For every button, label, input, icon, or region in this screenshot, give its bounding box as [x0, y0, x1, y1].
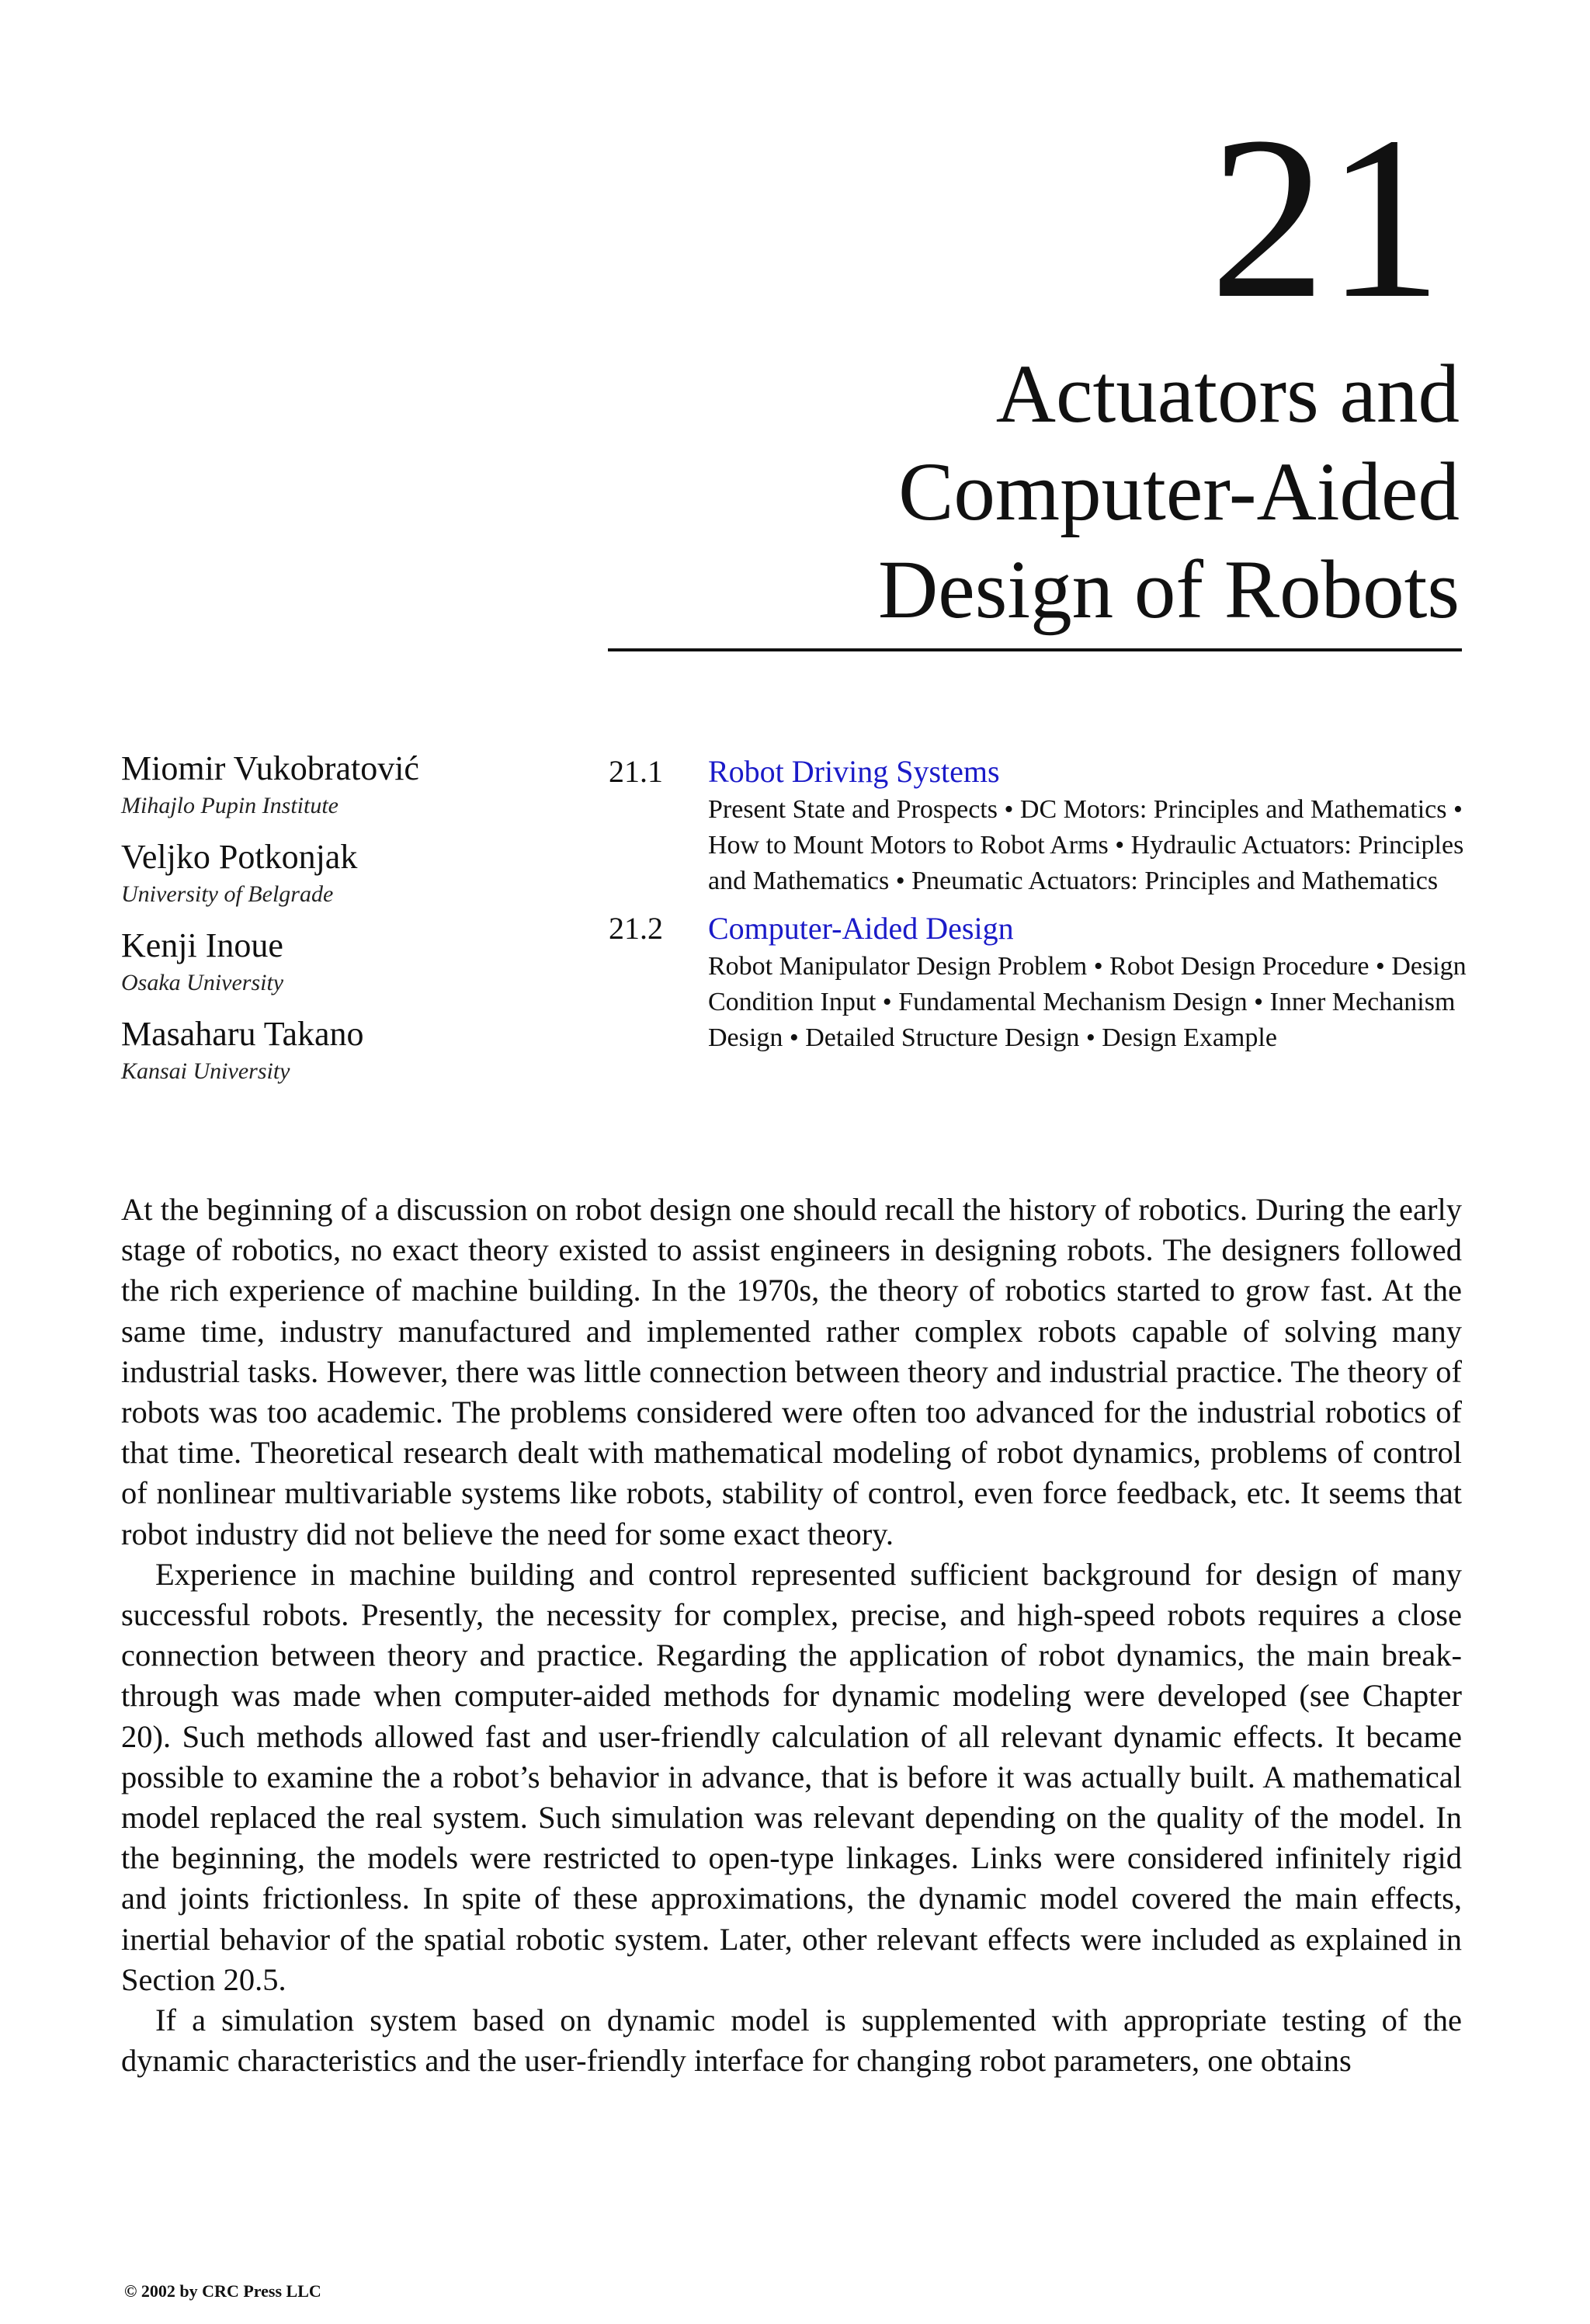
- author: [121, 924, 587, 999]
- toc-section-number: 21.1: [609, 754, 663, 789]
- copyright-footer: © 2002 by CRC Press LLC: [124, 2281, 321, 2301]
- chapter-contents: [609, 752, 1470, 1065]
- toc-entry: [609, 908, 1470, 1056]
- author-affiliation: Mihajlo Pupin Institute: [121, 793, 338, 818]
- chapter-title-line: Design of Robots: [878, 544, 1460, 636]
- author-list: [121, 747, 587, 1101]
- author-affiliation: Kansai University: [121, 1058, 290, 1084]
- chapter-title-line: Actuators and: [995, 349, 1460, 440]
- author-name: Miomir Vukobratović: [121, 749, 419, 787]
- body-paragraph: At the beginning of a discussion on robot design one should recall the history of robotics. During the early stage of robotics, no exact theory existed to assist engineers in designing robots. The designers followed the rich experience of machine building. In the 1970s, the theory of robotics started to grow fast. At the same time, industry manufactured and implemented rather complex robots capable of solving many industrial tasks. However, there was little connection between theory and industrial practice. The theory of robots was too academic. The problems considered were often too advanced for the industrial robotics of that time. Theoretical research dealt with mathematical modeling of robot dynamics, problems of control of nonlinear multivariable systems like robots, stability of control, even force feedback, etc. It seems that robot industry did not believe the need for some exact theory.: [121, 1192, 1462, 1551]
- title-rule: [608, 648, 1462, 651]
- chapter-title: [878, 346, 1460, 639]
- toc-subtopics: Robot Manipulator Design Problem • Robot Design Procedure • Design Condition Input • Fundamental Mechanism Design • Inner Mechanism Design • Detailed Structure Design • Design Example: [708, 952, 1467, 1052]
- author-affiliation: Osaka University: [121, 970, 284, 995]
- chapter-number: 21: [1210, 89, 1442, 346]
- chapter-title-line: Computer-Aided: [898, 446, 1460, 538]
- author-name: Veljko Potkonjak: [121, 838, 358, 876]
- body-paragraph: If a simulation system based on dynamic model is supplemented with appropriate testing of the dynamic characteristics and the user-friendly interface for changing robot parameters, one obtains: [121, 2003, 1462, 2079]
- toc-section-link[interactable]: Robot Driving Systems: [708, 754, 1000, 789]
- toc-entry: [609, 752, 1470, 899]
- author-name: Masaharu Takano: [121, 1015, 364, 1053]
- author-name: Kenji Inoue: [121, 926, 283, 964]
- toc-section-number: 21.2: [609, 911, 663, 946]
- author: [121, 747, 587, 822]
- body-paragraph: Experience in machine building and control represented sufficient background for design of many successful robots. Presently, the necessity for complex, precise, and high-speed robots requires a close connection between theory and practice. Regarding the application of robot dynamics, the main break-through was made when computer-aided methods for dynamic modeling were developed (see Chapter 20). Such methods allowed fast and user-friendly calculation of all relevant dynamic effects. It became possible to examine the a robot’s behavior in advance, that is before it was actually built. A mathematical model replaced the real system. Such simulation was relevant depending on the quality of the model. In the beginning, the models were restricted to open-type linkages. Links were considered infinitely rigid and joints frictionless. In spite of these approximations, the dynamic model covered the main effects, inertial behavior of the spatial robotic system. Later, other relevant effects were included as explained in Section 20.5.: [121, 1556, 1462, 1997]
- author: [121, 835, 587, 910]
- toc-subtopics: Present State and Prospects • DC Motors: Principles and Mathematics • How to Mount Motors to Robot Arms • Hydraulic Actuators: Principles and Mathematics • Pneumatic Actuators: Principles and Mathematics: [708, 795, 1464, 895]
- author-affiliation: University of Belgrade: [121, 881, 334, 907]
- toc-section-link[interactable]: Computer-Aided Design: [708, 911, 1014, 946]
- author: [121, 1013, 587, 1087]
- body-text: [121, 1190, 1462, 2081]
